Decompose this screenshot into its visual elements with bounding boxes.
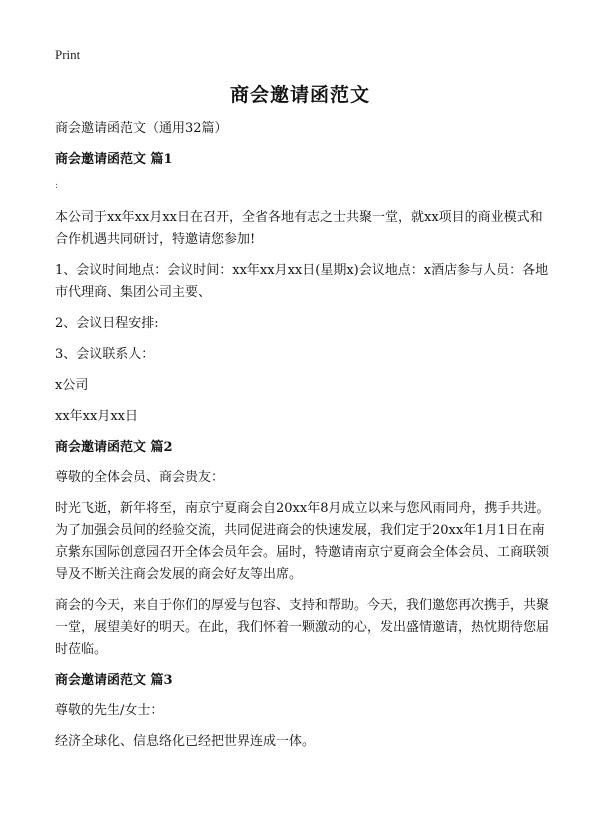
- salutation: 尊敬的先生/女士：: [55, 703, 164, 718]
- section-heading-3: 商会邀请函范文 篇3: [55, 673, 173, 688]
- print-label: Print: [55, 47, 81, 62]
- document-body: [55, 118, 555, 762]
- paragraph: 2、会议日程安排:: [55, 316, 159, 331]
- signature-company: x公司: [55, 378, 89, 393]
- page-title: 商会邀请函范文: [229, 84, 370, 106]
- paragraph: 1、会议时间地点：会议时间：xx年xx月xx日(星期x)会议地点：x酒店参与人员：各地市代理商、集团公司主要、: [55, 263, 549, 300]
- paragraph: 本公司于xx年xx月xx日在召开，全省各地有志之士共聚一堂，就xx项目的商业模式和合作机遇共同研讨，特邀请您参加!: [55, 210, 543, 247]
- salutation: 尊敬的全体会员、商会贵友：: [55, 470, 225, 485]
- signature-date: xx年xx月xx日: [55, 409, 138, 424]
- paragraph: 商会的今天，来自于你们的厚爱与包容、支持和帮助。今天，我们邀您再次携手，共聚一堂，展望美好的明天。在此，我们怀着一颗激动的心，发出盛情邀请，热忱期待您届时莅临。: [55, 598, 550, 657]
- paragraph: 经济全球化、信息络化已经把世界连成一体。: [55, 734, 316, 749]
- section-heading-2: 商会邀请函范文 篇2: [55, 440, 173, 455]
- section-marker: :: [55, 181, 59, 191]
- document-subtitle: 商会邀请函范文（通用32篇）: [55, 121, 228, 136]
- paragraph: 时光飞逝，新年将至，南京宁夏商会自20xx年8月成立以来与您风雨同舟，携手共进。为了加强会员间的经验交流，共同促进商会的快速发展，我们定于20xx年1月1日在南京紫东国际创意园召开全体会员年会。届时，特邀请南京宁夏商会全体会员、工商联领导及不断关注商会发展的商会好友等出席。: [55, 501, 550, 582]
- section-heading-1: 商会邀请函范文 篇1: [55, 152, 173, 167]
- paragraph: 3、会议联系人：: [55, 347, 155, 362]
